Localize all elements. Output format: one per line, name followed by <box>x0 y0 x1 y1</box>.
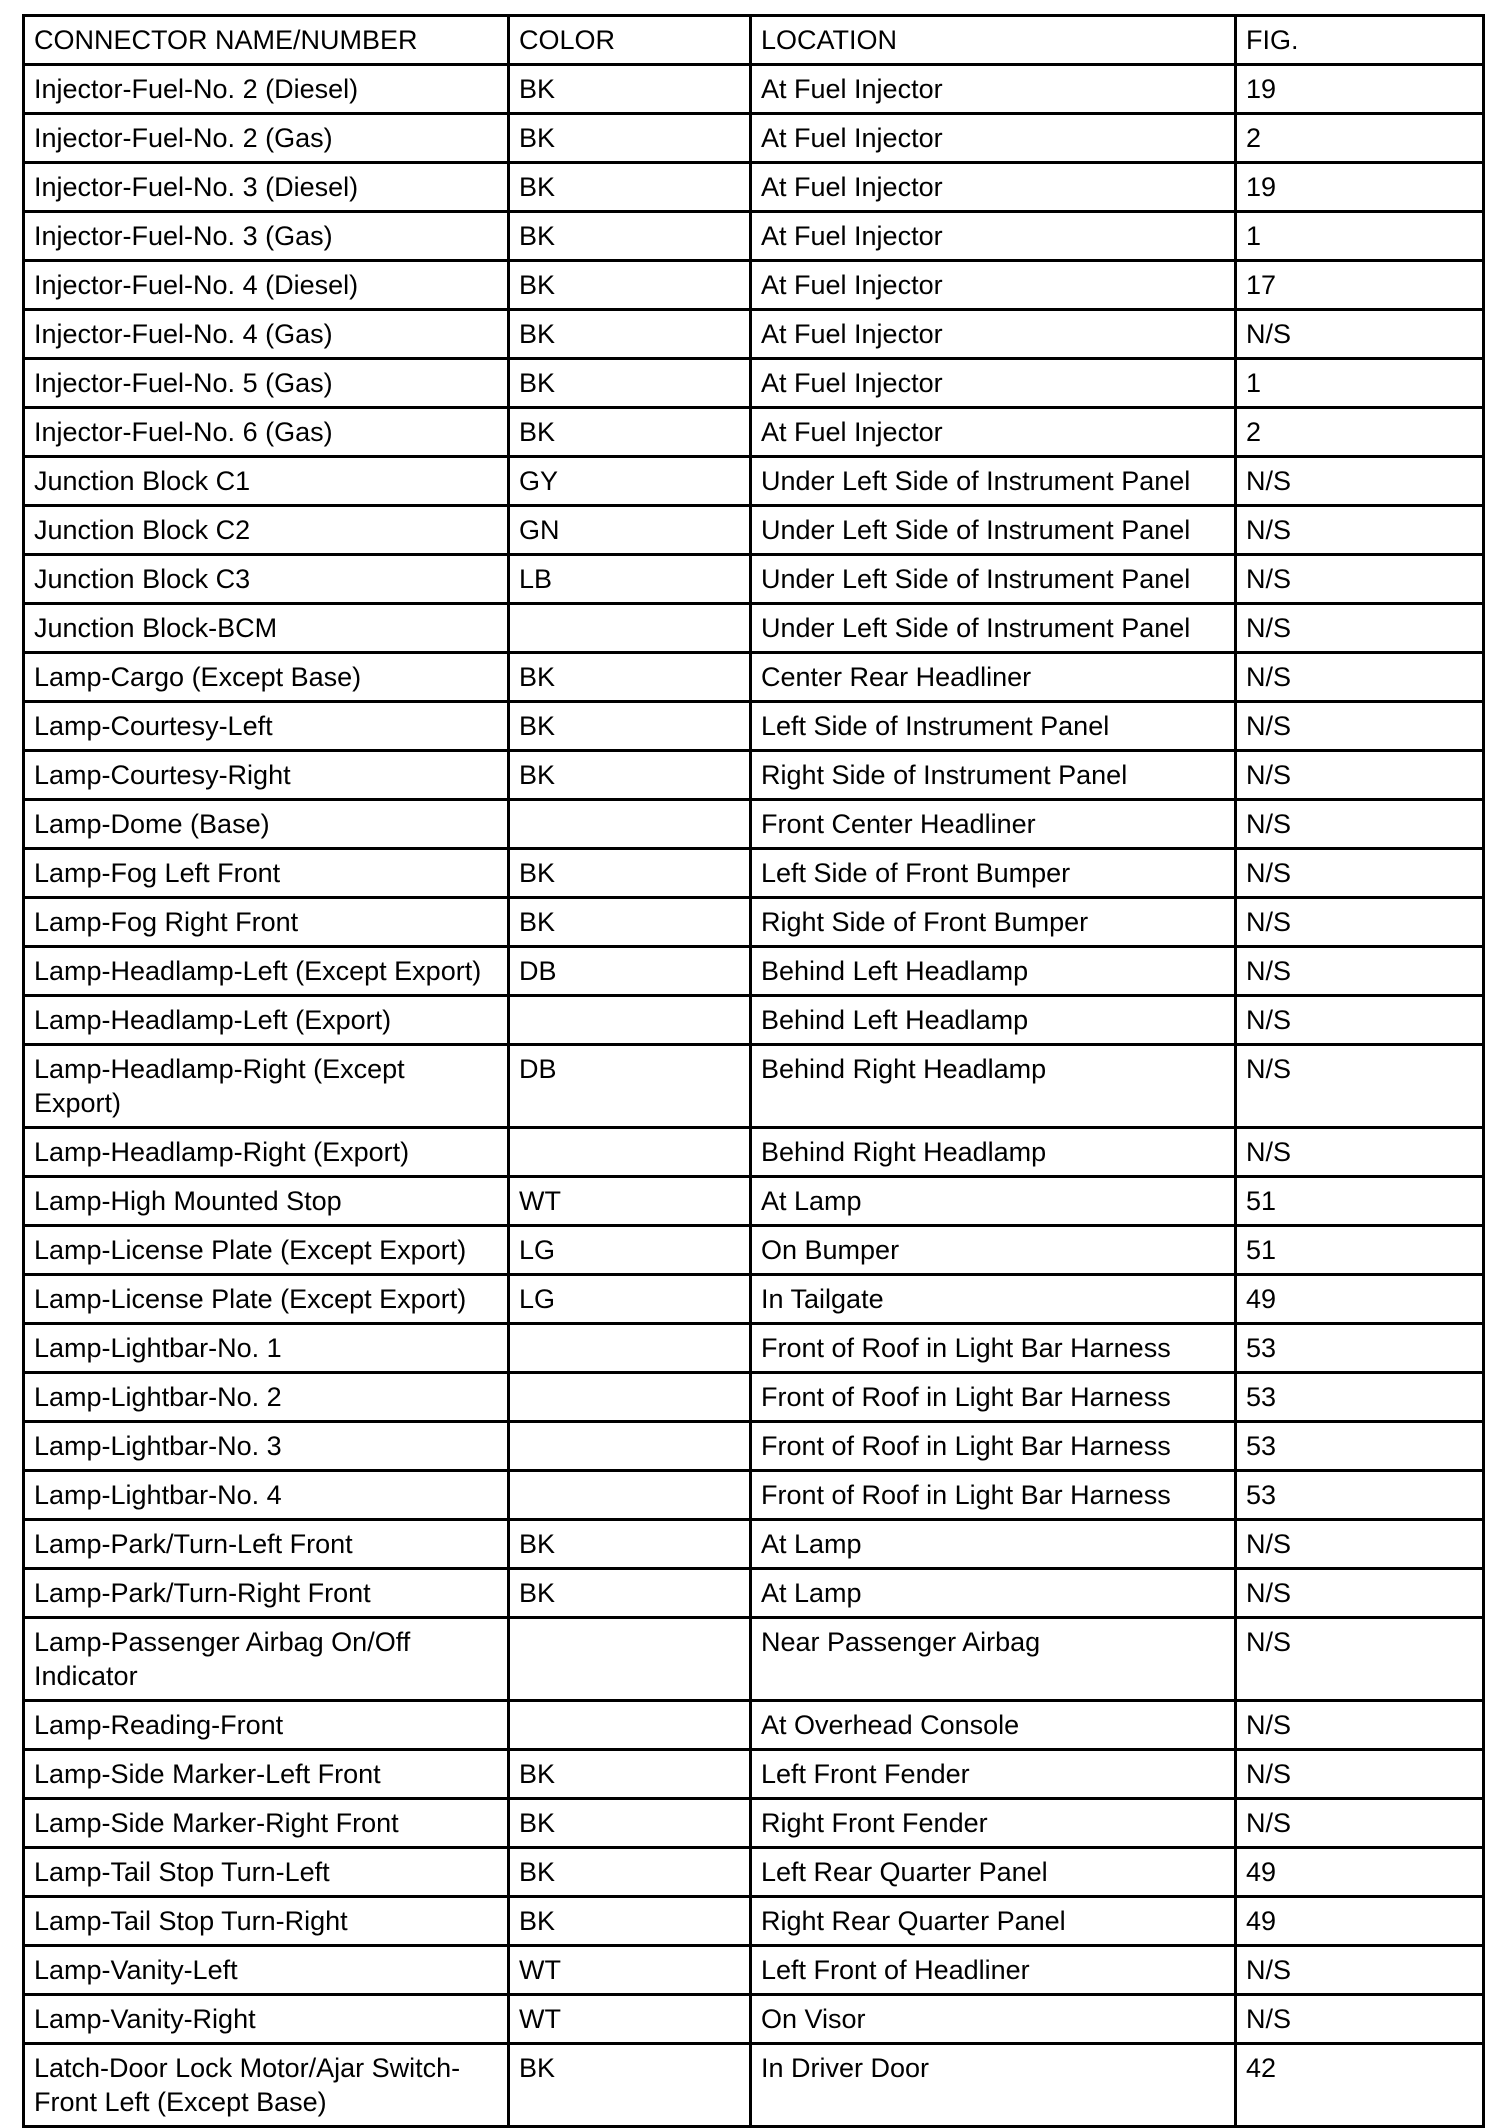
cell-location: Right Rear Quarter Panel <box>751 1897 1236 1946</box>
cell-color: BK <box>509 751 751 800</box>
cell-location: Under Left Side of Instrument Panel <box>751 506 1236 555</box>
cell-fig: N/S <box>1236 1701 1484 1750</box>
cell-color: BK <box>509 1569 751 1618</box>
cell-fig: 49 <box>1236 1848 1484 1897</box>
cell-color: BK <box>509 653 751 702</box>
table-row <box>24 604 1484 653</box>
cell-connector-name: Lamp-Lightbar-No. 3 <box>24 1422 509 1471</box>
cell-location: Left Side of Front Bumper <box>751 849 1236 898</box>
cell-fig: 1 <box>1236 212 1484 261</box>
cell-connector-name: Injector-Fuel-No. 3 (Diesel) <box>24 163 509 212</box>
cell-connector-name: Lamp-Park/Turn-Right Front <box>24 1569 509 1618</box>
cell-color <box>509 604 751 653</box>
cell-location: Under Left Side of Instrument Panel <box>751 457 1236 506</box>
cell-fig: N/S <box>1236 555 1484 604</box>
cell-color <box>509 1373 751 1422</box>
cell-location: In Tailgate <box>751 1275 1236 1324</box>
table-row <box>24 1569 1484 1618</box>
cell-location: Left Front Fender <box>751 1750 1236 1799</box>
table-row <box>24 849 1484 898</box>
table-row <box>24 1701 1484 1750</box>
cell-color: LG <box>509 1226 751 1275</box>
cell-location: Left Side of Instrument Panel <box>751 702 1236 751</box>
cell-color: BK <box>509 1799 751 1848</box>
cell-fig: 53 <box>1236 1324 1484 1373</box>
cell-fig: 19 <box>1236 65 1484 114</box>
cell-location: Right Side of Front Bumper <box>751 898 1236 947</box>
cell-color: BK <box>509 1520 751 1569</box>
cell-connector-name: Lamp-Lightbar-No. 2 <box>24 1373 509 1422</box>
cell-fig: 53 <box>1236 1422 1484 1471</box>
cell-connector-name: Latch-Door Lock Motor/Ajar Switch-Front Left (Except Base) <box>24 2044 509 2127</box>
cell-connector-name: Lamp-Headlamp-Right (Export) <box>24 1128 509 1177</box>
cell-fig: N/S <box>1236 996 1484 1045</box>
cell-color <box>509 1471 751 1520</box>
cell-fig: N/S <box>1236 1750 1484 1799</box>
cell-fig: N/S <box>1236 1569 1484 1618</box>
cell-fig: N/S <box>1236 1946 1484 1995</box>
cell-color <box>509 1422 751 1471</box>
cell-fig: 2 <box>1236 114 1484 163</box>
cell-location: At Lamp <box>751 1520 1236 1569</box>
cell-location: Under Left Side of Instrument Panel <box>751 555 1236 604</box>
cell-location: Front of Roof in Light Bar Harness <box>751 1471 1236 1520</box>
cell-fig: N/S <box>1236 947 1484 996</box>
cell-fig: N/S <box>1236 457 1484 506</box>
cell-fig: N/S <box>1236 1995 1484 2044</box>
table-row <box>24 2044 1484 2127</box>
cell-connector-name: Lamp-Passenger Airbag On/Off Indicator <box>24 1618 509 1701</box>
cell-connector-name: Lamp-Lightbar-No. 1 <box>24 1324 509 1373</box>
cell-connector-name: Lamp-Fog Left Front <box>24 849 509 898</box>
cell-connector-name: Lamp-Tail Stop Turn-Right <box>24 1897 509 1946</box>
table-row <box>24 1520 1484 1569</box>
cell-location: Near Passenger Airbag <box>751 1618 1236 1701</box>
table-row <box>24 1471 1484 1520</box>
cell-fig: N/S <box>1236 1128 1484 1177</box>
cell-fig: 1 <box>1236 359 1484 408</box>
table-row <box>24 996 1484 1045</box>
cell-location: At Fuel Injector <box>751 310 1236 359</box>
cell-connector-name: Lamp-Courtesy-Left <box>24 702 509 751</box>
cell-color <box>509 800 751 849</box>
cell-location: At Lamp <box>751 1177 1236 1226</box>
cell-fig: N/S <box>1236 751 1484 800</box>
cell-color: WT <box>509 1177 751 1226</box>
cell-connector-name: Lamp-Dome (Base) <box>24 800 509 849</box>
table-row <box>24 1177 1484 1226</box>
cell-color <box>509 1324 751 1373</box>
cell-connector-name: Injector-Fuel-No. 3 (Gas) <box>24 212 509 261</box>
connector-table <box>22 14 1485 2128</box>
cell-color <box>509 1701 751 1750</box>
cell-connector-name: Lamp-License Plate (Except Export) <box>24 1226 509 1275</box>
cell-connector-name: Lamp-High Mounted Stop <box>24 1177 509 1226</box>
cell-fig: N/S <box>1236 1799 1484 1848</box>
cell-connector-name: Lamp-Reading-Front <box>24 1701 509 1750</box>
cell-connector-name: Lamp-Tail Stop Turn-Left <box>24 1848 509 1897</box>
cell-connector-name: Injector-Fuel-No. 4 (Diesel) <box>24 261 509 310</box>
cell-fig: N/S <box>1236 310 1484 359</box>
cell-color: WT <box>509 1946 751 1995</box>
table-row <box>24 506 1484 555</box>
cell-location: At Fuel Injector <box>751 163 1236 212</box>
table-header-row <box>24 16 1484 65</box>
table-row <box>24 702 1484 751</box>
cell-connector-name: Lamp-Side Marker-Right Front <box>24 1799 509 1848</box>
cell-color: BK <box>509 261 751 310</box>
cell-color: BK <box>509 1848 751 1897</box>
cell-fig: 51 <box>1236 1177 1484 1226</box>
cell-location: At Fuel Injector <box>751 261 1236 310</box>
table-row <box>24 310 1484 359</box>
table-row <box>24 1799 1484 1848</box>
table-row <box>24 65 1484 114</box>
cell-color: LG <box>509 1275 751 1324</box>
table-row <box>24 555 1484 604</box>
table-row <box>24 1275 1484 1324</box>
cell-location: Left Front of Headliner <box>751 1946 1236 1995</box>
cell-color: DB <box>509 1045 751 1128</box>
table-row <box>24 1226 1484 1275</box>
cell-color: GY <box>509 457 751 506</box>
cell-fig: 51 <box>1236 1226 1484 1275</box>
cell-connector-name: Injector-Fuel-No. 6 (Gas) <box>24 408 509 457</box>
table-row <box>24 1848 1484 1897</box>
cell-location: At Fuel Injector <box>751 114 1236 163</box>
cell-connector-name: Injector-Fuel-No. 4 (Gas) <box>24 310 509 359</box>
cell-color: LB <box>509 555 751 604</box>
cell-fig: N/S <box>1236 1045 1484 1128</box>
cell-location: Front of Roof in Light Bar Harness <box>751 1373 1236 1422</box>
cell-color <box>509 1128 751 1177</box>
header-location: LOCATION <box>751 16 1236 65</box>
table-row <box>24 1045 1484 1128</box>
header-connector-name: CONNECTOR NAME/NUMBER <box>24 16 509 65</box>
cell-color: BK <box>509 2044 751 2127</box>
cell-connector-name: Lamp-Side Marker-Left Front <box>24 1750 509 1799</box>
cell-fig: 49 <box>1236 1897 1484 1946</box>
cell-connector-name: Lamp-Fog Right Front <box>24 898 509 947</box>
cell-color: DB <box>509 947 751 996</box>
cell-connector-name: Lamp-Headlamp-Right (Except Export) <box>24 1045 509 1128</box>
cell-color: WT <box>509 1995 751 2044</box>
cell-color: BK <box>509 163 751 212</box>
table-row <box>24 1897 1484 1946</box>
cell-location: Behind Left Headlamp <box>751 996 1236 1045</box>
cell-connector-name: Lamp-Headlamp-Left (Except Export) <box>24 947 509 996</box>
table-row <box>24 408 1484 457</box>
table-row <box>24 1618 1484 1701</box>
cell-location: Front of Roof in Light Bar Harness <box>751 1422 1236 1471</box>
cell-connector-name: Lamp-Headlamp-Left (Export) <box>24 996 509 1045</box>
cell-fig: 53 <box>1236 1471 1484 1520</box>
cell-fig: N/S <box>1236 800 1484 849</box>
table-row <box>24 114 1484 163</box>
cell-fig: N/S <box>1236 653 1484 702</box>
cell-color: BK <box>509 898 751 947</box>
cell-connector-name: Lamp-License Plate (Except Export) <box>24 1275 509 1324</box>
cell-connector-name: Junction Block-BCM <box>24 604 509 653</box>
table-row <box>24 359 1484 408</box>
cell-fig: N/S <box>1236 849 1484 898</box>
cell-color: BK <box>509 408 751 457</box>
cell-color: BK <box>509 359 751 408</box>
cell-location: Behind Right Headlamp <box>751 1128 1236 1177</box>
cell-connector-name: Injector-Fuel-No. 2 (Diesel) <box>24 65 509 114</box>
cell-location: Right Side of Instrument Panel <box>751 751 1236 800</box>
cell-location: In Driver Door <box>751 2044 1236 2127</box>
cell-location: Front of Roof in Light Bar Harness <box>751 1324 1236 1373</box>
cell-fig: 2 <box>1236 408 1484 457</box>
cell-location: Front Center Headliner <box>751 800 1236 849</box>
cell-connector-name: Lamp-Courtesy-Right <box>24 751 509 800</box>
table-row <box>24 1373 1484 1422</box>
cell-location: Behind Right Headlamp <box>751 1045 1236 1128</box>
cell-connector-name: Lamp-Vanity-Right <box>24 1995 509 2044</box>
cell-connector-name: Injector-Fuel-No. 5 (Gas) <box>24 359 509 408</box>
cell-fig: N/S <box>1236 506 1484 555</box>
cell-fig: N/S <box>1236 604 1484 653</box>
cell-color: GN <box>509 506 751 555</box>
cell-connector-name: Injector-Fuel-No. 2 (Gas) <box>24 114 509 163</box>
cell-fig: 49 <box>1236 1275 1484 1324</box>
cell-color: BK <box>509 114 751 163</box>
table-row <box>24 947 1484 996</box>
cell-location: At Fuel Injector <box>751 212 1236 261</box>
cell-location: Right Front Fender <box>751 1799 1236 1848</box>
cell-location: At Overhead Console <box>751 1701 1236 1750</box>
table-body <box>24 65 1484 2127</box>
cell-color: BK <box>509 849 751 898</box>
table-row <box>24 653 1484 702</box>
header-color: COLOR <box>509 16 751 65</box>
cell-connector-name: Lamp-Vanity-Left <box>24 1946 509 1995</box>
cell-connector-name: Junction Block C2 <box>24 506 509 555</box>
cell-color <box>509 996 751 1045</box>
cell-location: Center Rear Headliner <box>751 653 1236 702</box>
cell-color <box>509 1618 751 1701</box>
cell-color: BK <box>509 702 751 751</box>
table-row <box>24 1324 1484 1373</box>
cell-fig: N/S <box>1236 1618 1484 1701</box>
table-row <box>24 751 1484 800</box>
cell-connector-name: Lamp-Park/Turn-Left Front <box>24 1520 509 1569</box>
table-row <box>24 1946 1484 1995</box>
cell-fig: 17 <box>1236 261 1484 310</box>
table-row <box>24 898 1484 947</box>
cell-color: BK <box>509 65 751 114</box>
cell-connector-name: Junction Block C3 <box>24 555 509 604</box>
table-row <box>24 261 1484 310</box>
cell-location: Left Rear Quarter Panel <box>751 1848 1236 1897</box>
cell-connector-name: Junction Block C1 <box>24 457 509 506</box>
cell-fig: N/S <box>1236 702 1484 751</box>
cell-location: Under Left Side of Instrument Panel <box>751 604 1236 653</box>
cell-fig: N/S <box>1236 1520 1484 1569</box>
cell-connector-name: Lamp-Cargo (Except Base) <box>24 653 509 702</box>
cell-color: BK <box>509 1750 751 1799</box>
table-row <box>24 1995 1484 2044</box>
table-row <box>24 1128 1484 1177</box>
cell-fig: N/S <box>1236 898 1484 947</box>
cell-fig: 42 <box>1236 2044 1484 2127</box>
cell-color: BK <box>509 212 751 261</box>
cell-location: At Lamp <box>751 1569 1236 1618</box>
table-row <box>24 1750 1484 1799</box>
cell-fig: 53 <box>1236 1373 1484 1422</box>
header-fig: FIG. <box>1236 16 1484 65</box>
cell-location: Behind Left Headlamp <box>751 947 1236 996</box>
cell-location: At Fuel Injector <box>751 359 1236 408</box>
cell-fig: 19 <box>1236 163 1484 212</box>
table-row <box>24 1422 1484 1471</box>
table-row <box>24 800 1484 849</box>
cell-connector-name: Lamp-Lightbar-No. 4 <box>24 1471 509 1520</box>
cell-location: At Fuel Injector <box>751 408 1236 457</box>
table-row <box>24 163 1484 212</box>
table-row <box>24 457 1484 506</box>
cell-location: At Fuel Injector <box>751 65 1236 114</box>
cell-location: On Bumper <box>751 1226 1236 1275</box>
table-row <box>24 212 1484 261</box>
cell-location: On Visor <box>751 1995 1236 2044</box>
cell-color: BK <box>509 1897 751 1946</box>
cell-color: BK <box>509 310 751 359</box>
